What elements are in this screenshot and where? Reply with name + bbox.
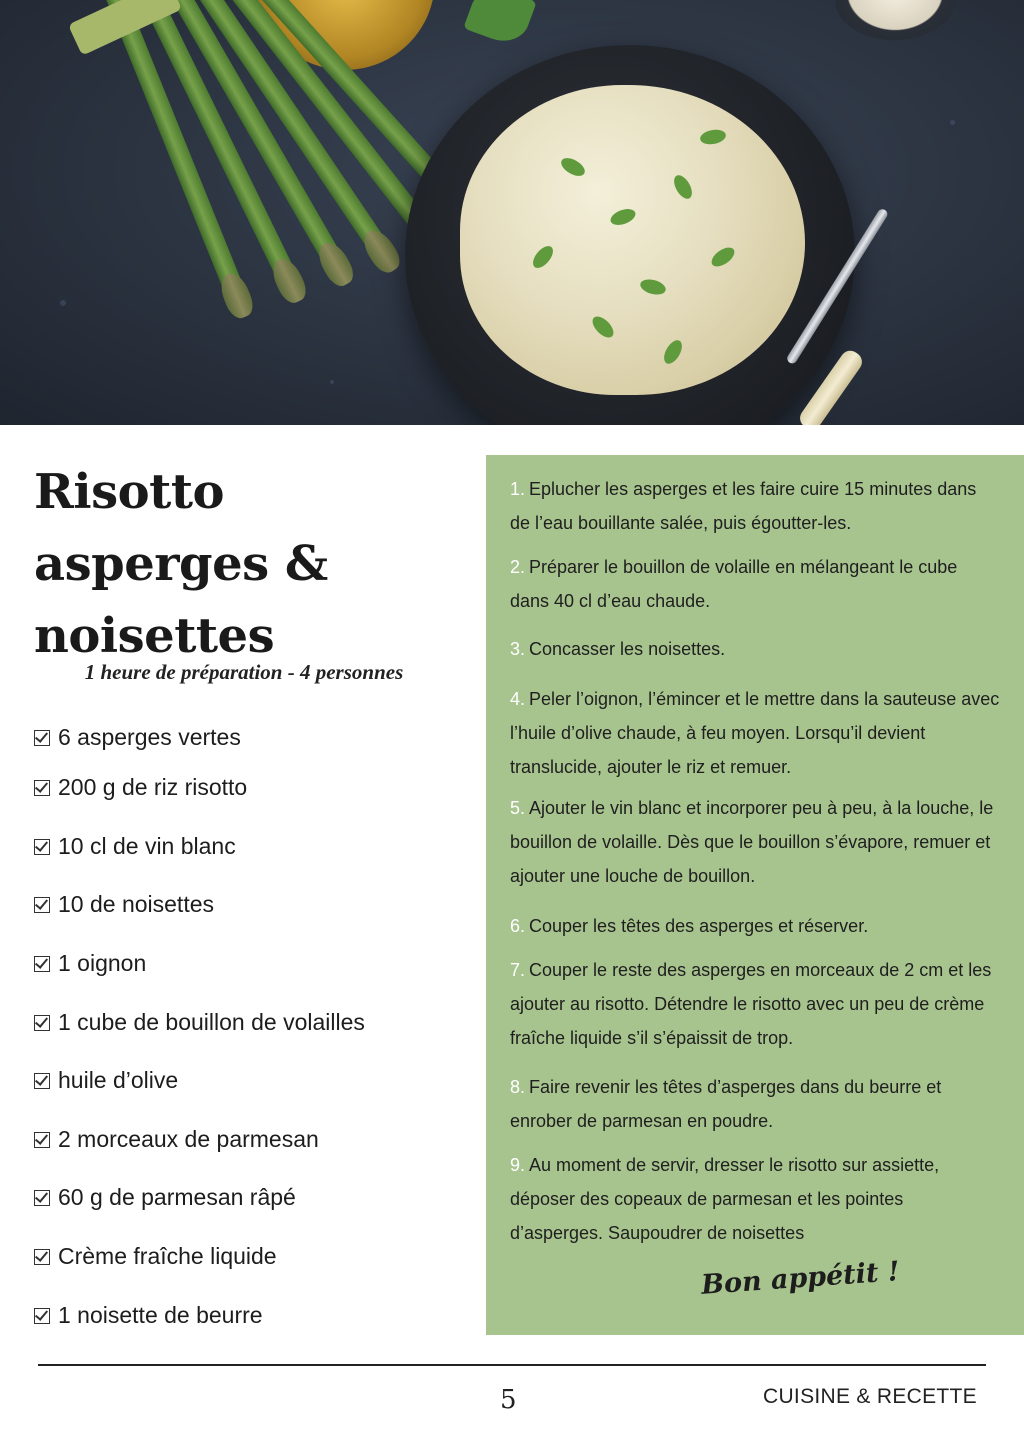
ingredient-item xyxy=(34,891,214,918)
ingredient-label: 1 noisette de beurre xyxy=(58,1302,263,1328)
ingredient-label: 6 asperges vertes xyxy=(58,724,241,750)
ingredient-item xyxy=(34,1009,365,1036)
step-item xyxy=(510,632,1000,666)
step-text: Peler l’oignon, l’émincer et le mettre dans la sauteuse avec l’huile d’olive chaude, à feu moyen. Lorsqu’il devient translucide, ajouter le riz et remuer. xyxy=(510,689,1000,777)
step-text: Préparer le bouillon de volaille en mélangeant le cube dans 40 cl d’eau chaude. xyxy=(510,557,958,611)
ingredient-label: 1 cube de bouillon de volailles xyxy=(58,1009,365,1035)
steps-panel xyxy=(486,455,1024,1335)
ingredient-item xyxy=(34,950,146,977)
recipe-title-line-2: noisettes xyxy=(34,608,275,664)
ingredient-item xyxy=(34,774,247,801)
step-number: 7. xyxy=(510,960,526,980)
risotto xyxy=(460,85,805,395)
ingredient-item xyxy=(34,1243,277,1270)
footer-divider xyxy=(38,1364,986,1366)
herb-sprig xyxy=(463,0,536,49)
checkbox-checked-icon xyxy=(34,897,50,913)
ingredient-item xyxy=(34,833,236,860)
ingredient-item xyxy=(34,1126,319,1153)
ingredient-item xyxy=(34,724,241,751)
checkbox-checked-icon xyxy=(34,1015,50,1031)
step-text: Faire revenir les têtes d’asperges dans du beurre et enrober de parmesan en poudre. xyxy=(510,1077,942,1131)
checkbox-checked-icon xyxy=(34,839,50,855)
step-number: 3. xyxy=(510,639,526,659)
checkbox-checked-icon xyxy=(34,1190,50,1206)
step-item xyxy=(510,1148,1000,1250)
step-number: 9. xyxy=(510,1155,526,1175)
step-item xyxy=(510,791,1000,893)
step-number: 5. xyxy=(510,798,526,818)
step-text: Couper le reste des asperges en morceaux de 2 cm et les ajouter au risotto. Détendre le risotto avec un peu de crème fraîche liquide s’il s’épaissit de trop. xyxy=(510,960,992,1048)
footer-label: CUISINE & RECETTE xyxy=(763,1385,977,1408)
ingredient-label: 2 morceaux de parmesan xyxy=(58,1126,319,1152)
hero-photo-risotto xyxy=(0,0,1024,425)
recipe-subtitle: 1 heure de préparation - 4 personnes xyxy=(84,660,404,684)
bon-appetit-signature: Bon appétit ! xyxy=(700,1256,901,1301)
ingredient-item xyxy=(34,1302,263,1329)
step-number: 6. xyxy=(510,916,526,936)
step-text: Eplucher les asperges et les faire cuire 15 minutes dans de l’eau bouillante salée, puis égoutter-les. xyxy=(510,479,977,533)
checkbox-checked-icon xyxy=(34,1249,50,1265)
checkbox-checked-icon xyxy=(34,956,50,972)
page-number: 5 xyxy=(500,1385,517,1415)
recipe-title xyxy=(34,456,474,672)
step-number: 8. xyxy=(510,1077,526,1097)
checkbox-checked-icon xyxy=(34,1073,50,1089)
ingredient-label: huile d’olive xyxy=(58,1067,179,1093)
ingredient-label: 1 oignon xyxy=(58,950,147,976)
ingredient-item xyxy=(34,1067,178,1094)
step-item xyxy=(510,550,1000,618)
background-speck xyxy=(330,380,334,384)
checkbox-checked-icon xyxy=(34,1132,50,1148)
background-speck xyxy=(60,300,66,306)
step-number: 2. xyxy=(510,557,526,577)
parmesan-bowl xyxy=(835,0,955,40)
checkbox-checked-icon xyxy=(34,730,50,746)
checkbox-checked-icon xyxy=(34,1308,50,1324)
ingredient-label: 10 cl de vin blanc xyxy=(58,833,236,859)
step-item xyxy=(510,472,1000,540)
background-speck xyxy=(950,120,955,125)
step-text: Au moment de servir, dresser le risotto sur assiette, déposer des copeaux de parmesan et les pointes d’asperges. Saupoudrer de noisettes xyxy=(510,1155,940,1243)
ingredient-label: 10 de noisettes xyxy=(58,891,215,917)
ingredient-label: Crème fraîche liquide xyxy=(58,1243,277,1269)
step-text: Concasser les noisettes. xyxy=(529,639,726,659)
step-number: 4. xyxy=(510,689,526,709)
ingredient-label: 60 g de parmesan râpé xyxy=(58,1184,296,1210)
step-item xyxy=(510,1070,1000,1138)
recipe-title-line-1: Risotto asperges & xyxy=(34,464,328,592)
step-text: Ajouter le vin blanc et incorporer peu à peu, à la louche, le bouillon de volaille. Dès que le bouillon s’évapore, remuer et ajouter une louche de bouillon. xyxy=(510,798,994,886)
step-text: Couper les têtes des asperges et réserver. xyxy=(529,916,869,936)
step-item xyxy=(510,682,1000,784)
ingredient-item xyxy=(34,1184,296,1211)
step-item xyxy=(510,909,1000,943)
checkbox-checked-icon xyxy=(34,780,50,796)
step-item xyxy=(510,953,1000,1055)
ingredient-label: 200 g de riz risotto xyxy=(58,774,248,800)
step-number: 1. xyxy=(510,479,526,499)
